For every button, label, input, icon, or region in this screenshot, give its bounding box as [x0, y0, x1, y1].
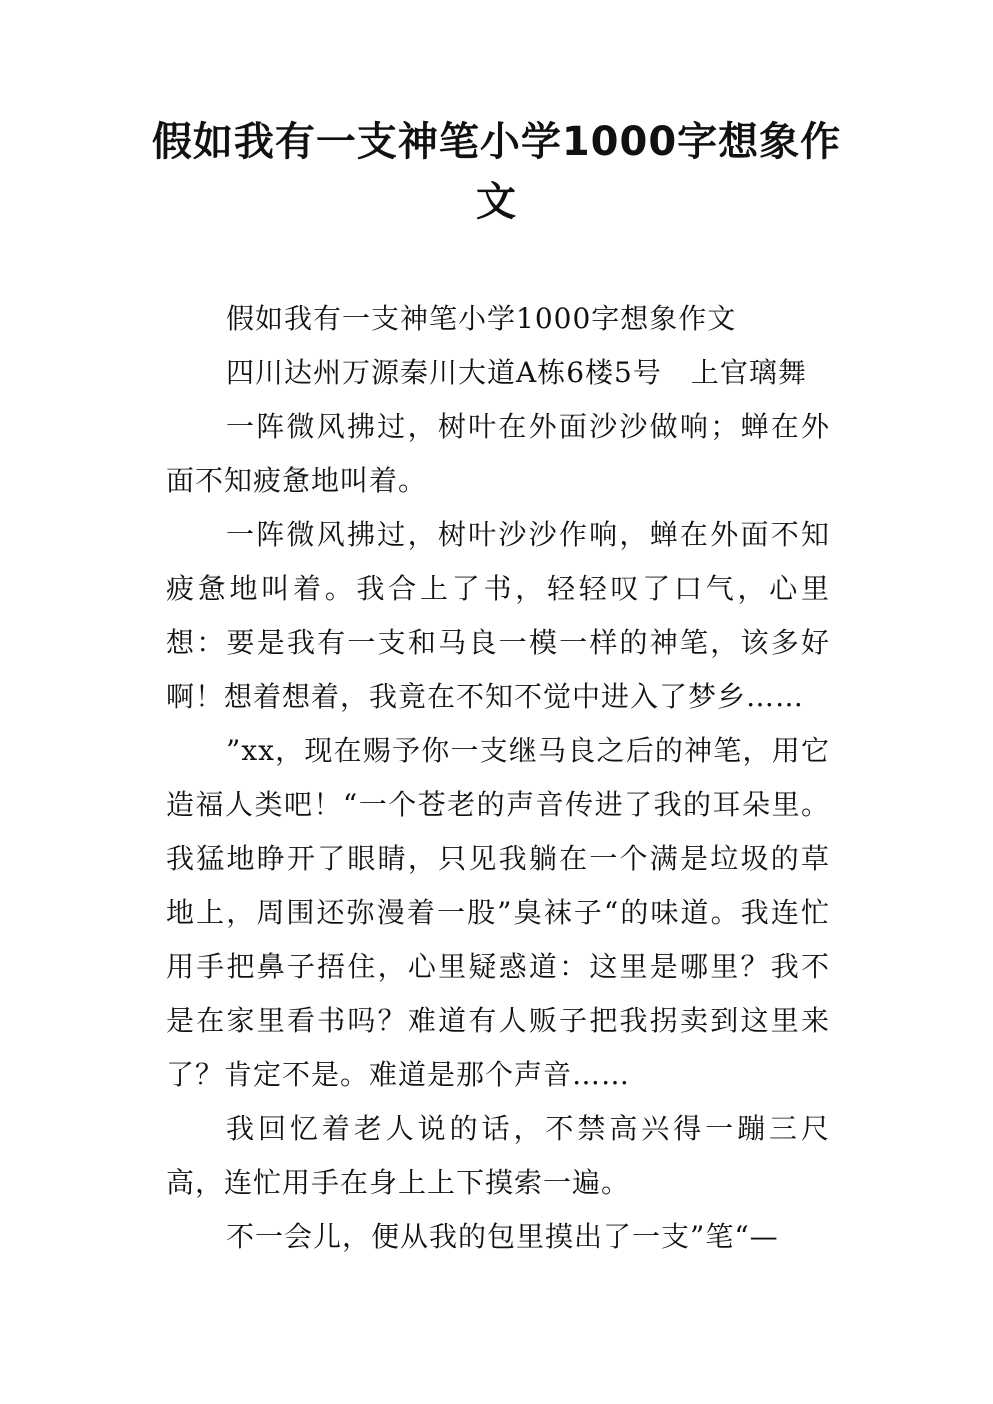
- document-body: [166, 292, 830, 1264]
- paragraph-subtitle: 假如我有一支神笔小学1000字想象作文: [226, 302, 737, 335]
- paragraph-author-address: 四川达州万源秦川大道A栋6楼5号 上官璃舞: [226, 356, 807, 389]
- document-title: 假如我有一支神笔小学1000字想象作文: [151, 119, 842, 225]
- paragraph: 一阵微风拂过，树叶沙沙作响，蝉在外面不知疲惫地叫着。我合上了书，轻轻叹了口气，心里想：要是我有一支和马良一模一样的神笔，该多好啊！想着想着，我竟在不知不觉中进入了梦乡……: [166, 518, 830, 713]
- paragraph: 我回忆着老人说的话，不禁高兴得一蹦三尺高，连忙用手在身上上下摸索一遍。: [166, 1112, 830, 1199]
- paragraph: ”xx，现在赐予你一支继马良之后的神笔，用它造福人类吧！“一个苍老的声音传进了我的耳朵里。我猛地睁开了眼睛，只见我躺在一个满是垃圾的草地上，周围还弥漫着一股”臭袜子“的味道。我连忙用手把鼻子捂住，心里疑惑道：这里是哪里？我不是在家里看书吗？难道有人贩子把我拐卖到这里来了？肯定不是。难道是那个声音……: [166, 734, 830, 1091]
- paragraph: 一阵微风拂过，树叶在外面沙沙做响；蝉在外面不知疲惫地叫着。: [166, 410, 830, 497]
- paragraph: 不一会儿，便从我的包里摸出了一支”笔“—: [226, 1220, 779, 1253]
